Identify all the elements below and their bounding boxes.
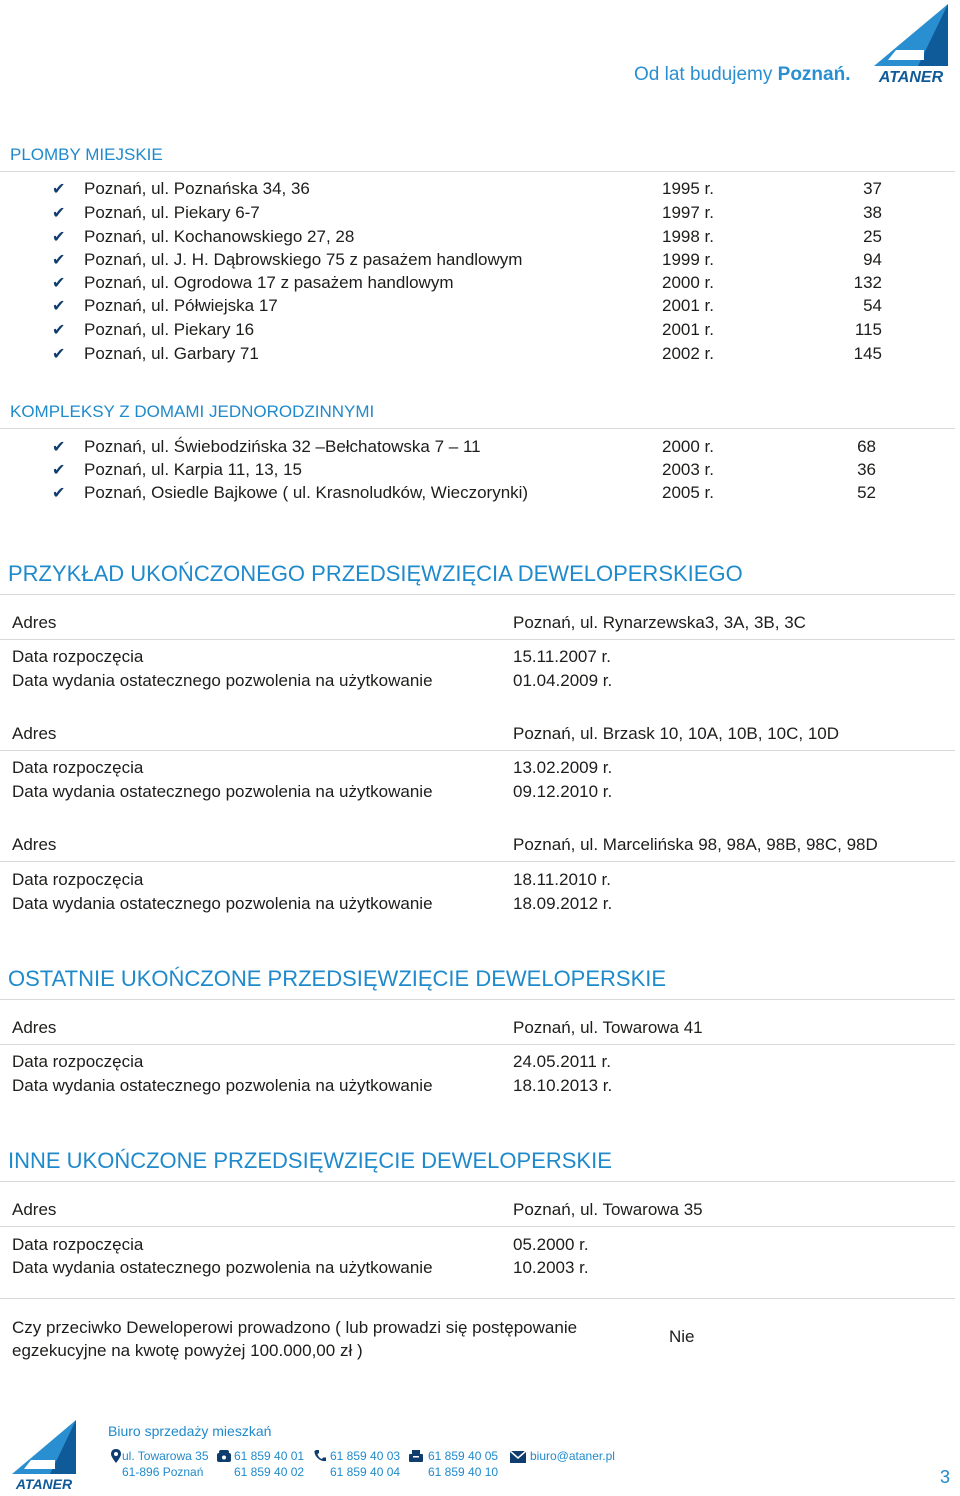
section-title-inne: INNE UKOŃCZONE PRZEDSIĘWZIĘCIE DEWELOPERSKIE [8, 1148, 612, 1173]
item-year: 1999 r. [662, 250, 714, 269]
list-item [52, 437, 882, 460]
item-year: 2000 r. [662, 273, 714, 292]
list-item [52, 203, 882, 226]
list-item [52, 460, 882, 483]
item-count: 36 [857, 460, 876, 479]
footer-phone1-line2: 61 859 40 02 [234, 1465, 305, 1479]
enforcement-question: Czy przeciwko Deweloperowi prowadzono ( lub prowadzi się postępowanie egzekucyjne na kwotę powyżej 100.000,00 zł ) [12, 1318, 578, 1360]
list-item [52, 273, 882, 296]
list-item [52, 344, 882, 367]
project-permit-date: 01.04.2009 r. [513, 671, 613, 690]
header-tagline [634, 64, 850, 86]
check-icon: ✔ [52, 462, 66, 479]
label-address: Adres [12, 724, 57, 743]
check-icon: ✔ [52, 252, 66, 269]
item-year: 2003 r. [662, 460, 714, 479]
item-count: 68 [857, 437, 876, 456]
label-address: Adres [12, 613, 57, 632]
label-start-date: Data rozpoczęcia [12, 1235, 144, 1254]
item-count: 38 [863, 203, 882, 222]
project-start-date: 05.2000 r. [513, 1235, 589, 1254]
check-icon: ✔ [52, 181, 66, 198]
project-permit-date: 18.10.2013 r. [513, 1076, 613, 1095]
ataner-logo-footer [6, 1418, 82, 1492]
check-icon: ✔ [52, 439, 66, 456]
project-permit-date: 10.2003 r. [513, 1258, 589, 1277]
tagline-prefix: Od lat budujemy [634, 64, 773, 85]
item-count: 115 [854, 320, 882, 339]
item-address: Poznań, ul. Półwiejska 17 [84, 296, 278, 315]
item-year: 2001 r. [662, 296, 714, 315]
item-address: Poznań, ul. Kochanowskiego 27, 28 [84, 227, 355, 246]
list-item [52, 320, 882, 343]
check-icon: ✔ [52, 205, 66, 222]
label-permit-date: Data wydania ostatecznego pozwolenia na użytkowanie [12, 1076, 433, 1095]
logo-text: ATANER [15, 1476, 73, 1492]
footer-email[interactable]: biuro@ataner.pl [530, 1449, 615, 1463]
check-icon: ✔ [52, 346, 66, 363]
check-icon: ✔ [52, 229, 66, 246]
item-count: 132 [853, 273, 882, 292]
list-item [52, 483, 882, 506]
item-year: 1998 r. [662, 227, 714, 246]
check-icon: ✔ [52, 322, 66, 339]
fax-icon [408, 1449, 424, 1463]
divider [0, 1181, 955, 1182]
item-address: Poznań, ul. Świebodzińska 32 –Bełchatowska 7 – 11 [84, 437, 481, 456]
item-year: 2005 r. [662, 483, 714, 502]
item-address: Poznań, Osiedle Bajkowe ( ul. Krasnoludków, Wieczorynki) [84, 483, 529, 502]
divider [0, 999, 955, 1000]
divider [0, 1044, 955, 1045]
check-icon: ✔ [52, 485, 66, 502]
label-start-date: Data rozpoczęcia [12, 1052, 144, 1071]
list-item [52, 250, 882, 273]
item-address: Poznań, ul. J. H. Dąbrowskiego 75 z pasażem handlowym [84, 250, 523, 269]
item-year: 2000 r. [662, 437, 714, 456]
label-start-date: Data rozpoczęcia [12, 758, 144, 777]
project-permit-date: 18.09.2012 r. [513, 894, 613, 913]
divider [0, 594, 955, 595]
label-address: Adres [12, 1200, 57, 1219]
item-address: Poznań, ul. Piekary 16 [84, 320, 255, 339]
list-item [52, 179, 882, 202]
section-title-plomby: PLOMBY MIEJSKIE [10, 145, 163, 164]
list-item [52, 296, 882, 319]
item-address: Poznań, ul. Poznańska 34, 36 [84, 179, 310, 198]
divider [0, 639, 955, 640]
label-permit-date: Data wydania ostatecznego pozwolenia na użytkowanie [12, 1258, 433, 1277]
divider [0, 1298, 955, 1299]
label-start-date: Data rozpoczęcia [12, 870, 144, 889]
section-title-ostatnie: OSTATNIE UKOŃCZONE PRZEDSIĘWZIĘCIE DEWELOPERSKIE [8, 966, 667, 991]
label-permit-date: Data wydania ostatecznego pozwolenia na użytkowanie [12, 782, 433, 801]
footer-phone2-line2: 61 859 40 04 [330, 1465, 401, 1479]
project-start-date: 24.05.2011 r. [513, 1052, 611, 1071]
divider [0, 1226, 955, 1227]
tagline-bold: Poznań. [777, 64, 851, 85]
footer-address-line1: ul. Towarowa 35 [122, 1449, 209, 1463]
check-icon: ✔ [52, 275, 66, 292]
project-permit-date: 09.12.2010 r. [513, 782, 613, 801]
item-year: 1997 r. [662, 203, 714, 222]
label-address: Adres [12, 835, 57, 854]
ataner-logo [866, 2, 956, 86]
footer-fax-line2: 61 859 40 10 [428, 1465, 499, 1479]
item-address: Poznań, ul. Garbary 71 [84, 344, 259, 363]
item-count: 52 [857, 483, 876, 502]
label-permit-date: Data wydania ostatecznego pozwolenia na użytkowanie [12, 671, 433, 690]
label-start-date: Data rozpoczęcia [12, 647, 144, 666]
section-title-kompleksy: KOMPLEKSY Z DOMAMI JEDNORODZINNYMI [10, 402, 375, 421]
page-number: 3 [940, 1467, 951, 1487]
label-permit-date: Data wydania ostatecznego pozwolenia na użytkowanie [12, 894, 433, 913]
item-address: Poznań, ul. Karpia 11, 13, 15 [84, 460, 303, 479]
project-address: Poznań, ul. Rynarzewska3, 3A, 3B, 3C [513, 613, 806, 632]
list-item [52, 227, 882, 250]
phone-icon [216, 1449, 232, 1463]
divider [0, 428, 955, 429]
project-start-date: 15.11.2007 r. [513, 647, 611, 666]
project-address: Poznań, ul. Towarowa 41 [513, 1018, 703, 1037]
project-start-date: 13.02.2009 r. [513, 758, 613, 777]
project-address: Poznań, ul. Towarowa 35 [513, 1200, 703, 1219]
footer-fax-line1: 61 859 40 05 [428, 1449, 499, 1463]
item-count: 145 [853, 344, 882, 363]
item-year: 2002 r. [662, 344, 714, 363]
handset-icon [312, 1449, 328, 1463]
item-count: 94 [863, 250, 882, 269]
item-address: Poznań, ul. Ogrodowa 17 z pasażem handlowym [84, 273, 454, 292]
item-count: 54 [863, 296, 882, 315]
check-icon: ✔ [52, 298, 66, 315]
label-address: Adres [12, 1018, 57, 1037]
enforcement-answer: Nie [669, 1327, 695, 1346]
project-address: Poznań, ul. Brzask 10, 10A, 10B, 10C, 10D [513, 724, 840, 743]
item-count: 25 [863, 227, 882, 246]
item-year: 2001 r. [662, 320, 714, 339]
logo-text: ATANER [878, 69, 944, 86]
divider [0, 171, 955, 172]
envelope-icon [510, 1450, 526, 1464]
footer-phone1-line1: 61 859 40 01 [234, 1449, 305, 1463]
item-year: 1995 r. [662, 179, 714, 198]
item-address: Poznań, ul. Piekary 6-7 [84, 203, 260, 222]
footer-address-line2: 61-896 Poznań [122, 1465, 204, 1479]
section-title-przyklad: PRZYKŁAD UKOŃCZONEGO PRZEDSIĘWZIĘCIA DEWELOPERSKIEGO [8, 561, 743, 586]
divider [0, 861, 955, 862]
item-count: 37 [863, 179, 882, 198]
project-start-date: 18.11.2010 r. [513, 870, 611, 889]
project-address: Poznań, ul. Marcelińska 98, 98A, 98B, 98C, 98D [513, 835, 878, 854]
footer-phone2-line1: 61 859 40 03 [330, 1449, 401, 1463]
divider [0, 750, 955, 751]
footer-title: Biuro sprzedaży mieszkań [108, 1423, 272, 1439]
